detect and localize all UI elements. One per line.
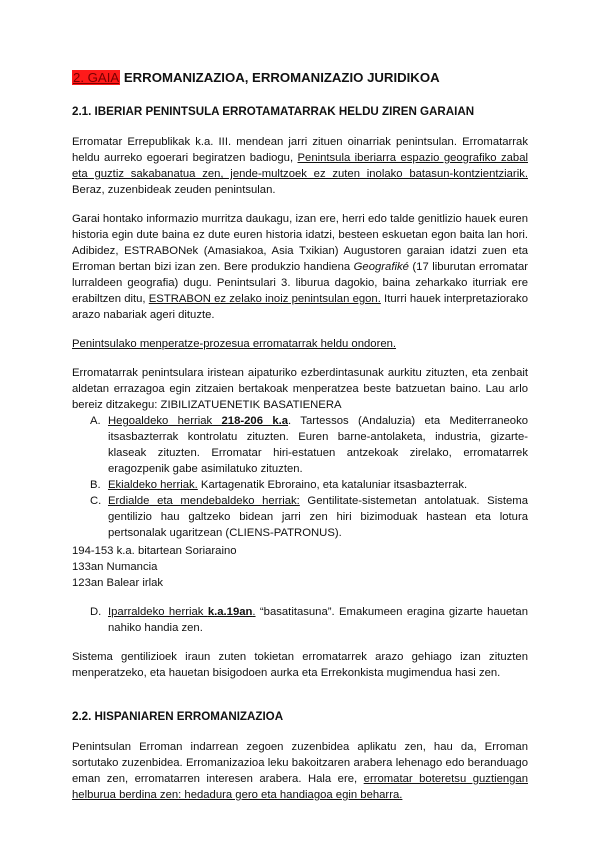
paragraph <box>72 739 528 803</box>
list-label: A. <box>90 415 101 427</box>
paragraph <box>72 211 528 323</box>
title-text: ERROMANIZAZIOA, ERROMANIZAZIO JURIDIKOA <box>120 70 440 85</box>
underlined-text: erromatar boteretsu guztiengan helburua berdina zen: hedadura gero eta handiagoa egin beharra. <box>72 773 528 801</box>
text: Kartagenatik Ebroraino, eta kataluniar itsasbazterrak. <box>197 479 468 491</box>
paragraph <box>72 134 528 198</box>
text: Iturri hauek interpretaziorako arazo nabariak ageri dituzte. <box>72 293 528 321</box>
text: Erromatarrak penintsulara iristean aipaturiko ezberdintasunak aurkitu zituzten, eta zenbait aldetan errazagoa egin zitzaien bertakoak menperatzea beste batzuetan baino. Lau arlo bereiz ditzakegu: ZIBILIZATUENETIK BASATIENERA <box>72 367 528 411</box>
ordered-list <box>72 604 528 636</box>
dates-list <box>72 543 528 591</box>
document-title <box>72 70 528 86</box>
list-label: D. <box>90 606 102 618</box>
underlined-text: Ekialdeko herriak. <box>108 479 198 491</box>
underlined-text: Erdialde eta mendebaldeko herriak: <box>108 495 300 507</box>
text: Garai hontako informazio murritza daukagu, izan ere, herri edo talde genitlizio hauek euren historia egin dute baina ez dute euren historia idatzi, besteen eskuetan egon baita lan hori. Adibidez, ESTRABONek (Amasiakoa, Asia Txikian) Augustoren garaian idatzi zuen eta Erroman bertan bizi izan zen. Bere produkzio handiena <box>72 213 528 273</box>
document-page <box>72 70 528 816</box>
list-label: B. <box>90 479 101 491</box>
list-label: C. <box>90 495 102 507</box>
subheading-text: Penintsulako menperatze-prozesua erromatarrak heldu ondoren. <box>72 338 397 350</box>
underlined-text: Iparraldeko herriak <box>108 606 208 618</box>
list-item <box>72 413 528 477</box>
paragraph <box>72 649 528 681</box>
list-item <box>72 477 528 493</box>
section-heading-2-2: 2.2. HISPANIAREN ERROMANIZAZIOA <box>72 710 284 723</box>
text: Beraz, zuzenbideak zeuden penintsulan. <box>72 184 276 196</box>
text: Penintsulan Erroman indarrean zegoen zuzenbidea aplikatu zen, hau da, Erroman sortutako zuzenbidea. Erromanizazioa leku bakoitzaren arabera lehenago edo beranduago eman zen, erromatarren interesen arabera. Hala ere, <box>72 741 528 785</box>
date-line: 194-153 k.a. bitartean Soriaraino <box>72 545 237 557</box>
italic-text: Geografiké <box>353 261 409 273</box>
section-heading-2-1: 2.1. IBERIAR PENINTSULA ERROTAMATARRAK HELDU ZIREN GARAIAN <box>72 105 475 118</box>
text: Erromatar Errepublikak k.a. III. mendean jarri zituen oinarriak penintsulan. Erromatarrak heldu aurreko egoerari begiratzen badiogu, <box>72 136 528 164</box>
topic-tag: 2. GAIA <box>73 70 120 85</box>
subheading <box>72 336 528 352</box>
paragraph-with-list <box>72 365 528 541</box>
underlined-text: Penintsula iberiarra espazio geografiko zabal eta guztiz sakabanatua zen, jende-multzoek ez zuten inolako batasun-kontzientziarik. <box>72 152 528 180</box>
date-line: 123an Balear irlak <box>72 577 164 589</box>
bold-text: k.a.19an <box>207 606 253 618</box>
text: “basatitasuna”. Emakumeen eragina gizarte hauetan nahiko handia zen. <box>108 606 528 634</box>
list-item <box>72 604 528 636</box>
text: (17 liburutan erromatar lurraldeen geografia) dugu. Penintsulari 3. liburua dagokio, baina zeharkako iturriak ere erabiltzen ditu, <box>72 261 529 305</box>
underlined-text: ESTRABON ez zelako inoiz penintsulan egon. <box>148 293 381 305</box>
bold-text: 218-206 k.a <box>221 415 289 427</box>
text: Sistema gentilizioek iraun zuten tokietan erromatarrek arazo gehiago izan zituzten menperatzeko, eta hauetan bisigodoen aurka eta Errekonkista mugimendua hasi zen. <box>72 651 528 679</box>
text: Gentilitate-sistemetan antolatuak. Sistema gentilizio hau galtzeko bidean jarri zen hiri bizimoduak hastean eta lotura pertsonalak ugaritzean (CLIENS-PATRONUS). <box>108 495 528 539</box>
list-item <box>72 493 528 541</box>
text: . Tartessos (Andaluzia) eta Mediterraneoko itsasbazterrak kontrolatu zituzten. Euren barne-antolaketa, industria, gizarte-klaseak zituzten. Erromatar hiri-estatuen antzekoak zirelako, erromatarrek eragozpenik gabe asimilatuko zituzten. <box>108 415 529 475</box>
date-line: 133an Numancia <box>72 561 158 573</box>
underlined-text: . <box>252 606 256 618</box>
underlined-text: Hegoaldeko herriak <box>108 415 222 427</box>
